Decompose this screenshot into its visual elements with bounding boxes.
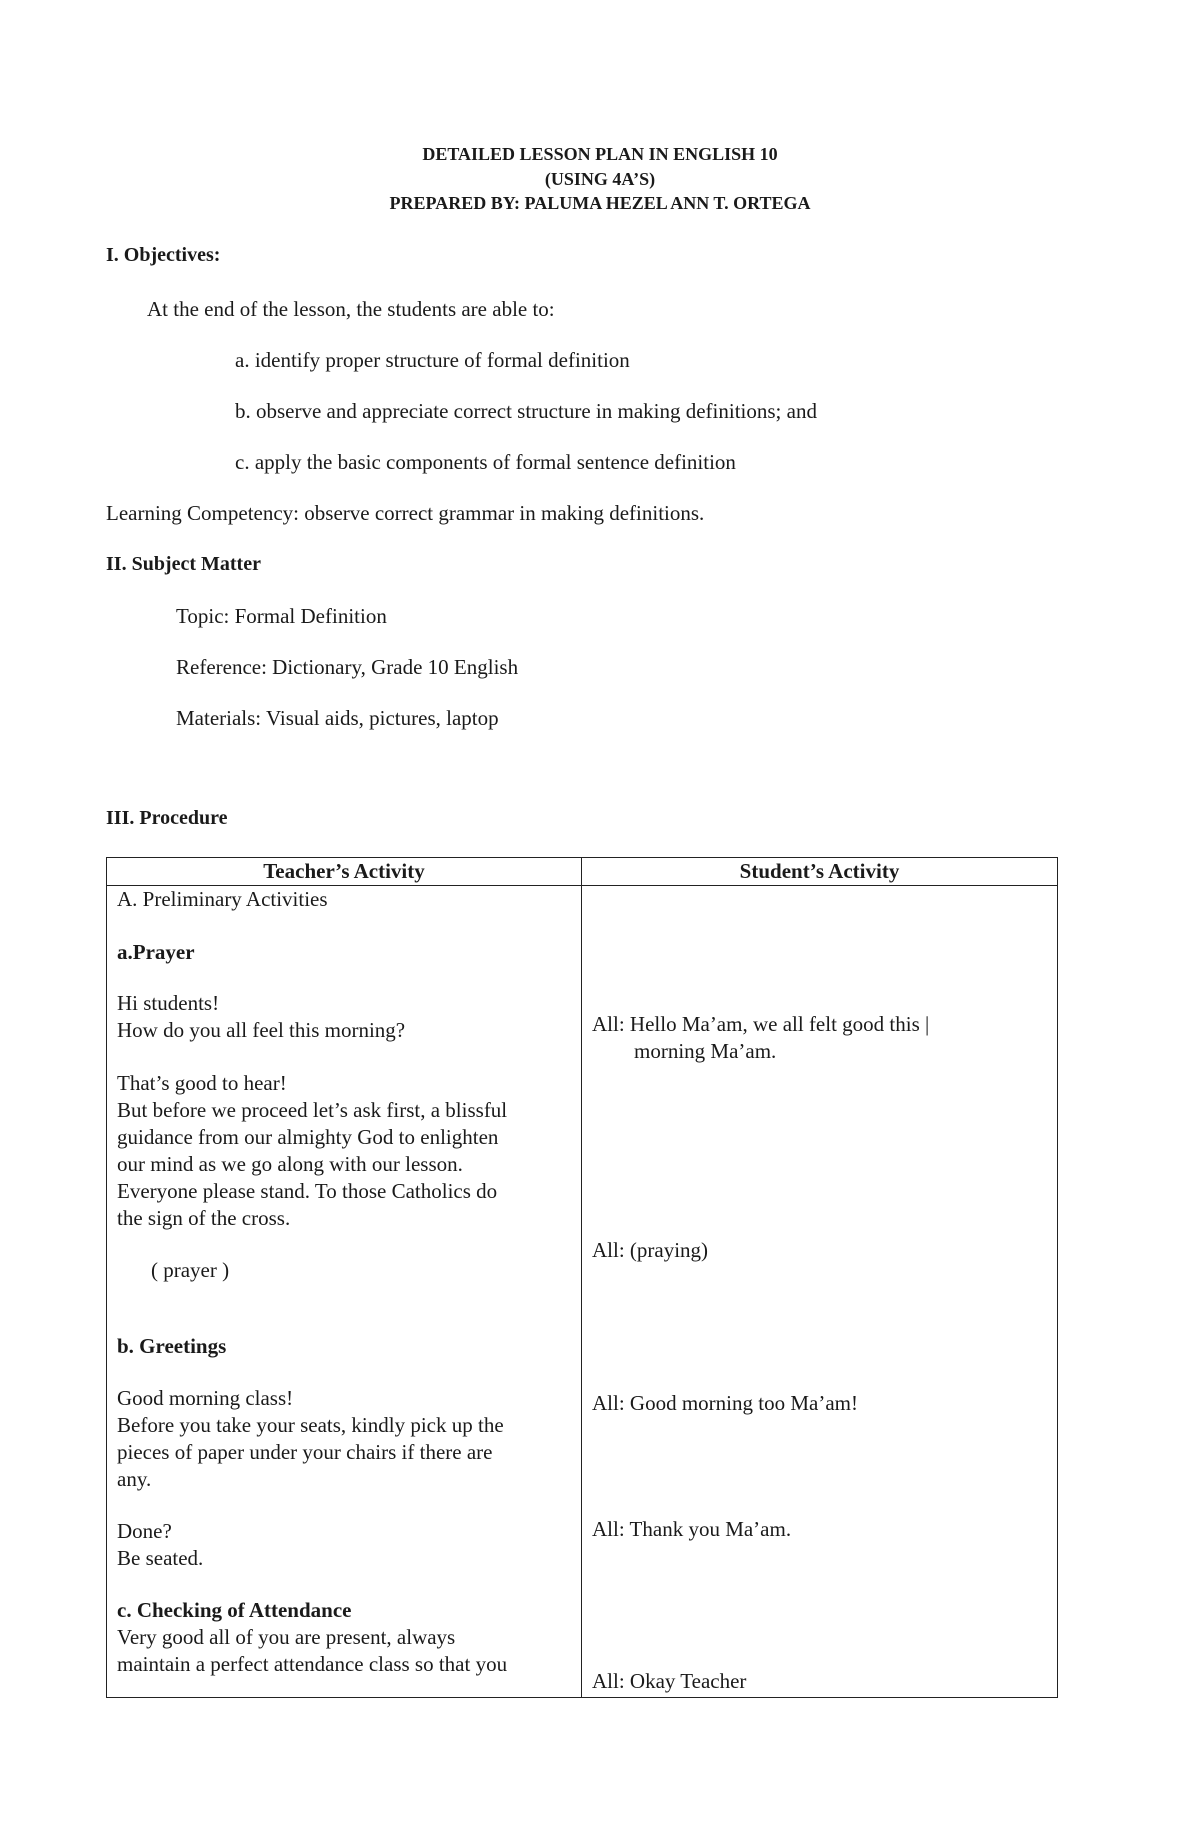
teacher-activity-cell [107,886,582,1698]
objective-item: c. apply the basic components of formal sentence definition [235,450,736,474]
teacher-line: maintain a perfect attendance class so that you [117,1652,508,1676]
preliminary-activities: A. Preliminary Activities [117,887,328,911]
teacher-line: How do you all feel this morning? [117,1018,406,1042]
teacher-line: Good morning class! [117,1386,294,1410]
reference: Reference: Dictionary, Grade 10 English [176,655,519,679]
procedure-heading: III. Procedure [106,807,228,829]
teacher-line: any. [117,1467,152,1491]
prayer-heading: a.Prayer [117,940,195,964]
teacher-line: Hi students! [117,991,220,1015]
table-row [107,886,1058,1698]
learning-competency: Learning Competency: observe correct grammar in making definitions. [106,501,705,525]
table-header-row [107,858,1058,886]
teacher-line: pieces of paper under your chairs if there are [117,1440,493,1464]
teacher-line: Done? [117,1519,172,1543]
materials: Materials: Visual aids, pictures, laptop [176,706,499,730]
teacher-line: our mind as we go along with our lesson. [117,1152,463,1176]
teacher-line: the sign of the cross. [117,1206,291,1230]
teacher-line: Before you take your seats, kindly pick up the [117,1413,504,1437]
student-line: All: Good morning too Ma’am! [592,1391,858,1415]
objectives-intro: At the end of the lesson, the students are able to: [147,297,555,321]
lesson-plan-subtitle: (USING 4A’S) [544,169,656,189]
teacher-activity-header: Teacher’s Activity [107,858,582,886]
prayer-note: ( prayer ) [151,1258,230,1282]
teacher-line: Everyone please stand. To those Catholics do [117,1179,498,1203]
student-line: All: Thank you Ma’am. [592,1517,792,1541]
teacher-line: That’s good to hear! [117,1071,287,1095]
objective-item: a. identify proper structure of formal definition [235,348,630,372]
student-activity-header: Student’s Activity [582,858,1058,886]
procedure-table [106,857,1058,1698]
student-activity-cell [582,886,1058,1698]
objective-item: b. observe and appreciate correct structure in making definitions; and [235,399,817,423]
attendance-heading: c. Checking of Attendance [117,1598,352,1622]
teacher-line: guidance from our almighty God to enlighten [117,1125,499,1149]
subject-matter-heading: II. Subject Matter [106,553,261,575]
student-line: All: Hello Ma’am, we all felt good this | [592,1012,930,1036]
teacher-line: Very good all of you are present, always [117,1625,456,1649]
teacher-line: But before we proceed let’s ask first, a blissful [117,1098,508,1122]
student-line: morning Ma’am. [634,1039,777,1063]
topic: Topic: Formal Definition [176,604,387,628]
student-line: All: (praying) [592,1238,709,1262]
greetings-heading: b. Greetings [117,1334,227,1358]
objectives-heading: I. Objectives: [106,244,221,266]
teacher-line: Be seated. [117,1546,204,1570]
prepared-by: PREPARED BY: PALUMA HEZEL ANN T. ORTEGA [389,193,811,213]
lesson-plan-title: DETAILED LESSON PLAN IN ENGLISH 10 [422,144,778,164]
student-line: All: Okay Teacher [592,1669,747,1693]
